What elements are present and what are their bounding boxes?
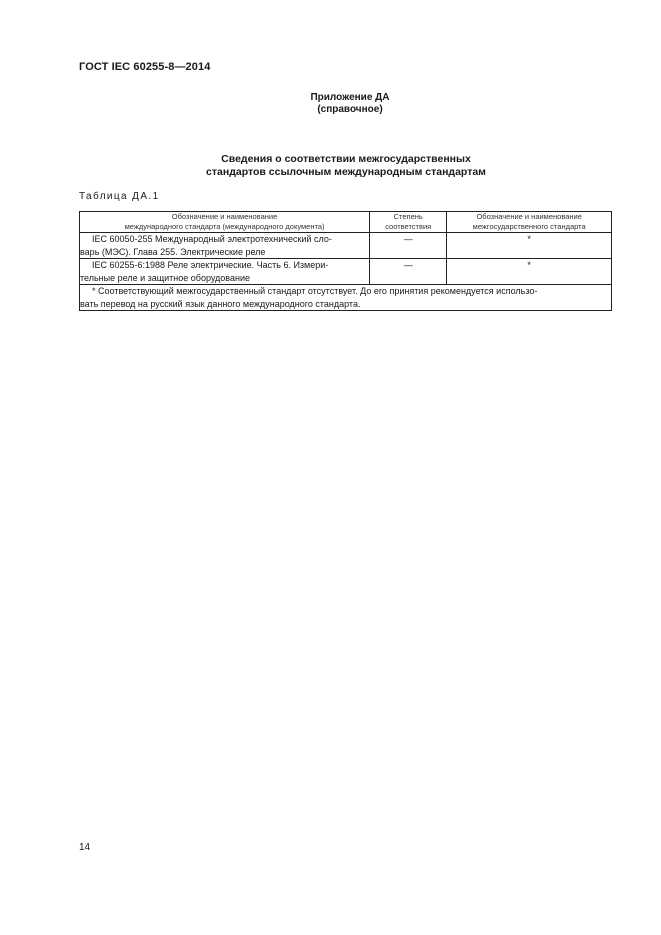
table-footnote [80, 285, 612, 311]
header-international-standard [80, 212, 370, 233]
header-interstate-standard [447, 212, 612, 233]
standard-text-line1: IEC 60255-6:1988 Реле электрические. Часть 6. Измери- [92, 260, 329, 270]
appendix-title: Приложение ДА [310, 92, 390, 103]
section-title-line1: Сведения о соответствии межгосударственных [221, 153, 471, 165]
header-degree [370, 212, 447, 233]
appendix-heading [200, 92, 500, 116]
footnote-line1: * Соответствующий межгосударственный стандарт отсутствует. До его принятия рекомендуется использо- [92, 286, 538, 296]
compliance-table [79, 211, 612, 311]
degree-cell: — [370, 233, 447, 259]
international-standard-cell [80, 233, 370, 259]
standard-text-line2: варь (МЭС). Глава 255. Электрические реле [80, 246, 266, 257]
table-caption: Таблица ДА.1 [79, 191, 160, 202]
header-col1-line1: Обозначение и наименование [171, 212, 278, 221]
interstate-standard-cell: * [447, 259, 612, 285]
standard-text-line2: тельные реле и защитное оборудование [80, 272, 250, 283]
table-header-row [80, 212, 612, 233]
document-code: ГОСТ IEC 60255-8—2014 [79, 61, 211, 73]
header-col2-line1: Степень [393, 212, 423, 221]
page-number: 14 [79, 842, 91, 853]
header-col2-line2: соответствия [385, 222, 432, 231]
section-title [120, 153, 572, 179]
table-footnote-row [80, 285, 612, 311]
table-row [80, 259, 612, 285]
appendix-subtitle: (справочное) [317, 104, 383, 115]
footnote-line2: вать перевод на русский язык данного международного стандарта. [80, 298, 361, 309]
standard-text-line1: IEC 60050-255 Международный электротехнический сло- [92, 234, 332, 244]
degree-cell: — [370, 259, 447, 285]
table-row [80, 233, 612, 259]
header-col3-line2: межгосударственного стандарта [472, 222, 586, 231]
interstate-standard-cell: * [447, 233, 612, 259]
section-title-line2: стандартов ссылочным международным стандартам [206, 166, 486, 178]
header-col3-line1: Обозначение и наименование [476, 212, 582, 221]
header-col1-line2: международного стандарта (международного документа) [124, 222, 325, 231]
international-standard-cell [80, 259, 370, 285]
